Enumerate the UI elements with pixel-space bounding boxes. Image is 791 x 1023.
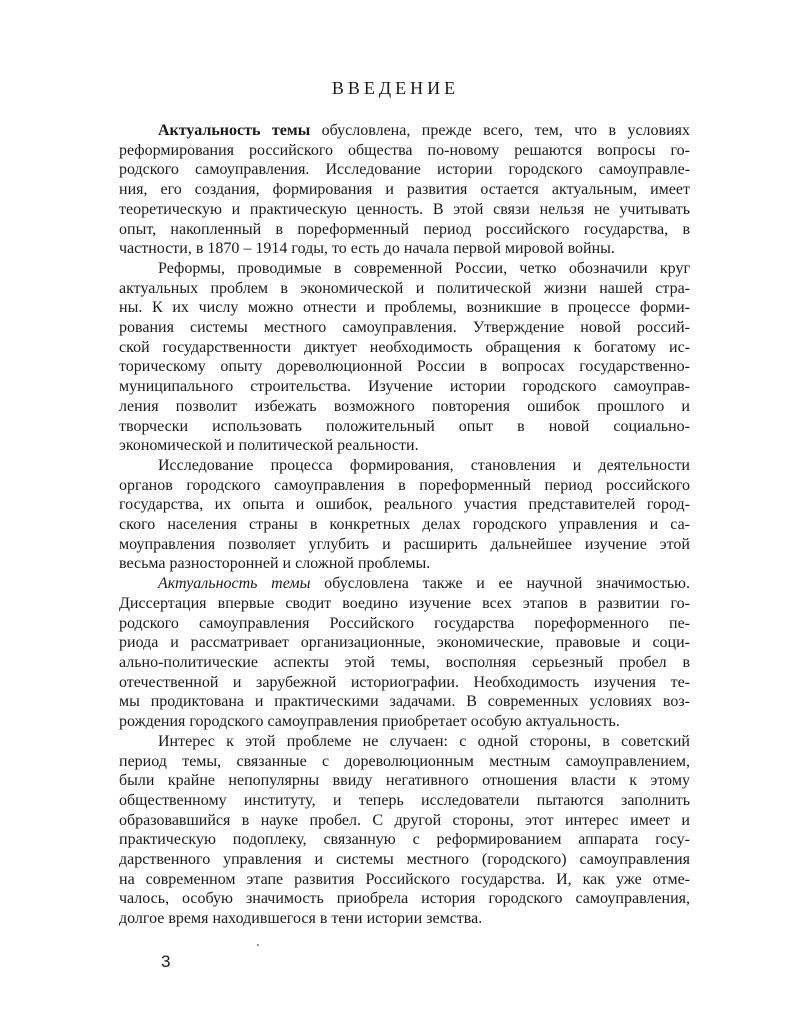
text-line: Интерес к этой проблеме не случаен: с одной стороны, в советский	[158, 732, 690, 750]
page-title: ВВЕДЕНИЕ	[331, 78, 460, 98]
paragraph	[119, 259, 690, 456]
text-line: государства, их опыта и ошибок, реального участия представителей город-	[119, 496, 690, 514]
text-line: рождения городского самоуправления приобретает особую актуальность.	[119, 713, 620, 731]
text-line: ния, его создания, формирования и развития остается актуальным, имеет	[119, 181, 690, 199]
text-line: органов городского самоуправления в пореформенный период российского	[119, 476, 690, 494]
text-line: ально-политические аспекты этой темы, восполняя серьезный пробел в	[119, 653, 690, 671]
text-line: ского населения страны в конкретных делах городского управления и са-	[119, 516, 690, 534]
text-line: частности, в 1870 – 1914 годы, то есть до начала первой мировой войны.	[119, 240, 615, 258]
paragraph	[119, 121, 690, 259]
text-line: отечественной и зарубежной историографии. Необходимость изучения те-	[119, 673, 690, 691]
scan-speck	[257, 944, 259, 946]
paragraph	[119, 456, 690, 574]
text-line: экономической и политической реальности.	[119, 437, 419, 455]
text-line: Исследование процесса формирования, становления и деятельности	[158, 456, 690, 474]
text-line: родского самоуправления Российского государства пореформенного пе-	[119, 614, 690, 632]
text-line: ления позволит избежать возможного повторения ошибок прошлого и	[119, 397, 690, 415]
text-line: реформирования российского общества по-новому решаются вопросы го-	[119, 141, 690, 159]
text-line: Реформы, проводимые в современной России, четко обозначили круг	[158, 259, 690, 277]
text-line: моуправления позволяет углубить и расширить дальнейшее изучение этой	[119, 535, 690, 553]
paragraph	[119, 732, 690, 929]
page-number: 3	[161, 952, 171, 971]
text-line: на современном этапе развития Российского государства. И, как уже отме-	[119, 870, 690, 888]
text-line: Актуальность темы обусловлена также и ее научной значимостью.	[158, 575, 690, 593]
paragraph	[119, 574, 690, 732]
text-line: мы продиктована и практическими задачами. В современных условиях воз-	[119, 693, 690, 711]
text-line: весьма разносторонней и сложной проблемы.	[119, 555, 431, 573]
text-line: были крайне непопулярны ввиду негативного отношения власти к этому	[119, 772, 690, 790]
body-text	[119, 121, 690, 929]
text-line: рования системы местного самоуправления. Утверждение новой россий-	[119, 319, 690, 337]
text-line: торическому опыту дореволюционной России в вопросах государственно-	[119, 358, 690, 376]
text-line: риода и рассматривает организационные, экономические, правовые и соци-	[119, 634, 690, 652]
text-line: творчески использовать положительный опыт в новой социально-	[119, 417, 690, 435]
text-line: Диссертация впервые сводит воедино изучение всех этапов в развитии го-	[119, 594, 690, 612]
lead-phrase: Актуальность темы	[158, 575, 311, 593]
text-line: родского самоуправления. Исследование истории городского самоуправле-	[119, 161, 690, 179]
text-line: ской государственности диктует необходимость обращения к богатому ис-	[119, 338, 690, 356]
text-line: ны. К их числу можно отнести и проблемы, возникшие в процессе форми-	[119, 299, 690, 317]
text-line: период темы, связанные с дореволюционным местным самоуправлением,	[119, 752, 690, 770]
text-line: общественному институту, и теперь исследователи пытаются заполнить	[119, 791, 690, 809]
text-line: теоретическую и практическую ценность. В этой связи нельзя не учитывать	[119, 200, 690, 218]
text-line: образовавшийся в науке пробел. С другой стороны, этот интерес имеет и	[119, 811, 690, 829]
text-line: практическую подоплеку, связанную с реформированием аппарата госу-	[119, 831, 690, 849]
text-line: опыт, накопленный в пореформенный период российского государства, в	[119, 220, 690, 238]
text-line: долгое время находившегося в тени истории земства.	[119, 910, 483, 928]
text-line: дарственного управления и системы местного (городского) самоуправления	[119, 851, 690, 869]
text-line: Актуальность темы обусловлена, прежде всего, тем, что в условиях	[158, 122, 691, 139]
text-line: чалось, особую значимость приобрела история городского самоуправления,	[119, 890, 690, 908]
text-line: муниципального строительства. Изучение истории городского самоуправ-	[119, 378, 690, 396]
text-line: актуальных проблем в экономической и политической жизни нашей стра-	[119, 279, 690, 297]
lead-phrase: Актуальность темы	[158, 122, 311, 139]
